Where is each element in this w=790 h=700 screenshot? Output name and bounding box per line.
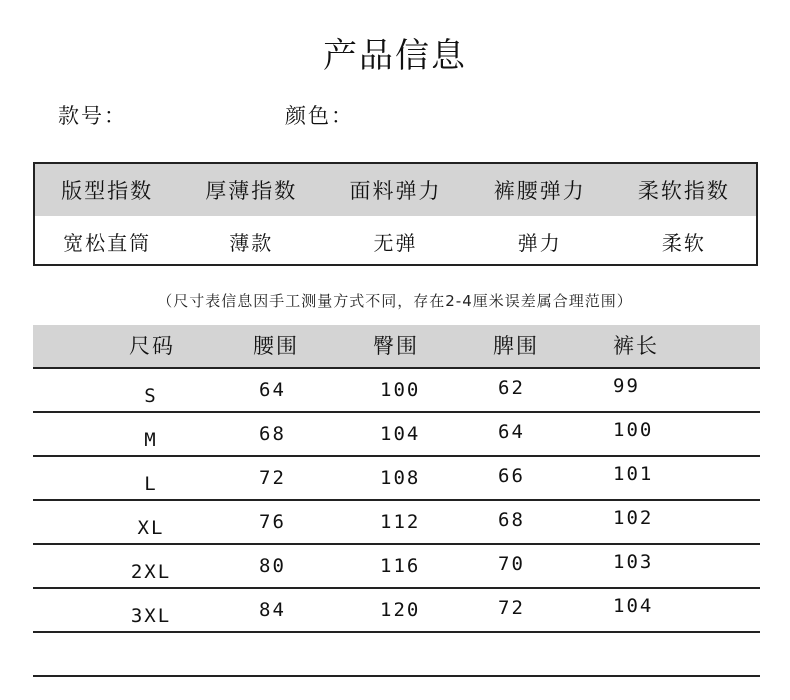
- index-table-values: [35, 216, 756, 266]
- length-cell: 102: [613, 507, 654, 529]
- hip-cell: 108: [380, 467, 421, 489]
- measurement-note: （尺寸表信息因手工测量方式不同，存在2-4厘米误差属合理范围）: [157, 292, 633, 310]
- thigh-cell: 68: [498, 509, 525, 531]
- header-fit-index: 版型指数: [61, 179, 154, 203]
- page-title: 产品信息: [323, 36, 467, 76]
- thigh-cell: 66: [498, 465, 525, 487]
- waist-cell: 68: [259, 423, 286, 445]
- waist-cell: 72: [259, 467, 286, 489]
- size-cell: 3XL: [130, 605, 172, 627]
- thigh-cell: 72: [498, 597, 525, 619]
- size-cell: S: [144, 385, 158, 407]
- header-softness-index: 柔软指数: [637, 179, 730, 203]
- length-cell: 103: [613, 551, 654, 573]
- table-row: [33, 413, 760, 455]
- table-row: [33, 457, 760, 499]
- length-cell: 104: [613, 595, 654, 617]
- size-table-header: [33, 325, 760, 367]
- thigh-cell: 62: [498, 377, 525, 399]
- value-softness: 柔软: [661, 230, 706, 255]
- waist-cell: 84: [259, 599, 286, 621]
- length-cell: 99: [613, 375, 640, 397]
- table-row: [33, 501, 760, 543]
- header-waist-elasticity: 裤腰弹力: [493, 179, 586, 203]
- value-fit: 宽松直筒: [63, 230, 152, 255]
- header-size: 尺码: [129, 334, 175, 358]
- thigh-cell: 64: [498, 421, 525, 443]
- style-number-label: 款号：: [58, 104, 127, 128]
- table-bottom-line: [33, 675, 760, 677]
- thigh-cell: 70: [498, 553, 525, 575]
- hip-cell: 112: [380, 511, 421, 533]
- index-table-header: [35, 164, 756, 216]
- value-fabric-elasticity: 无弹: [373, 230, 418, 255]
- value-thickness: 薄款: [229, 230, 274, 255]
- value-waist-elasticity: 弹力: [517, 230, 562, 255]
- size-cell: L: [144, 473, 158, 495]
- hip-cell: 116: [380, 555, 421, 577]
- color-label: 颜色：: [285, 104, 354, 128]
- table-row: [33, 369, 760, 411]
- hip-cell: 104: [380, 423, 421, 445]
- table-divider: [33, 631, 760, 633]
- size-cell: M: [144, 429, 158, 451]
- table-row: [33, 589, 760, 631]
- size-cell: 2XL: [130, 561, 172, 583]
- waist-cell: 76: [259, 511, 286, 533]
- header-thigh: 脾围: [493, 334, 539, 358]
- length-cell: 101: [613, 463, 654, 485]
- waist-cell: 80: [259, 555, 286, 577]
- size-cell: XL: [137, 517, 165, 539]
- header-waist: 腰围: [253, 334, 299, 358]
- length-cell: 100: [613, 419, 654, 441]
- waist-cell: 64: [259, 379, 286, 401]
- index-table: [33, 162, 758, 266]
- header-length: 裤长: [613, 334, 659, 358]
- hip-cell: 120: [380, 599, 421, 621]
- header-thickness-index: 厚薄指数: [205, 179, 298, 203]
- table-row: [33, 545, 760, 587]
- header-hip: 臀围: [373, 334, 419, 358]
- header-fabric-elasticity: 面料弹力: [349, 179, 442, 203]
- hip-cell: 100: [380, 379, 421, 401]
